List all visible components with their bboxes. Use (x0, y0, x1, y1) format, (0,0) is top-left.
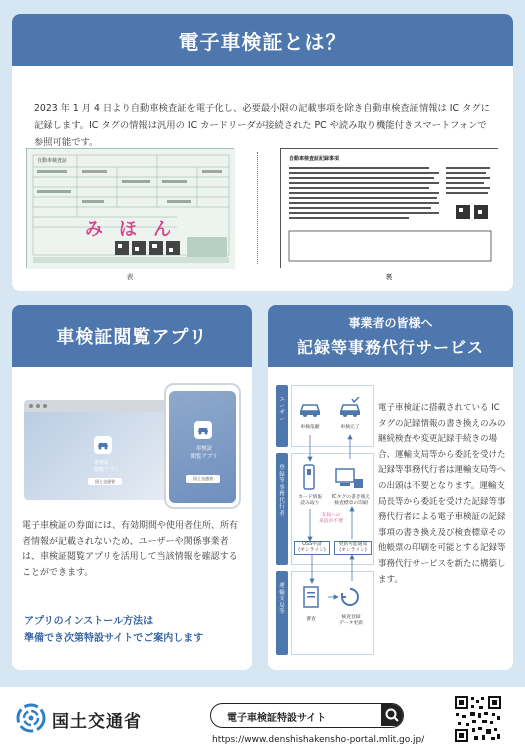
sample-stamp: みほん (85, 219, 187, 240)
flow-text-line: 検査登録 (341, 615, 361, 620)
flow-text-line: ICタグの書き換え (331, 495, 371, 500)
section-title: 記録等事務代行サービス (296, 338, 484, 357)
special-site-search-box[interactable] (210, 703, 404, 728)
flow-arrows (276, 385, 374, 655)
lane-label-agent: 登録等事務代行者 (279, 465, 285, 517)
flow-text-line: OSS申請 (302, 542, 322, 547)
certificate-front-graphic (27, 149, 235, 269)
car-icon (194, 421, 212, 439)
certificate-back-graphic (281, 149, 499, 269)
app-name-label (94, 460, 134, 474)
front-caption: 表 (126, 273, 134, 281)
flow-review: 審査 (306, 617, 316, 622)
search-label: 電子車検証特設サイト (227, 713, 327, 724)
install-notice (24, 613, 246, 647)
app-name-line: 車検証 (195, 446, 213, 452)
flow-done: 車検完了 (340, 425, 360, 430)
qr-code-icon (454, 695, 502, 743)
browser-window-illustration (24, 400, 184, 500)
app-name-line: 閲覧アプリ (94, 467, 119, 473)
install-notice-line: アプリのインストール方法は (24, 616, 154, 627)
window-dot (43, 404, 47, 408)
lane-label-bureau: 運輸支局等 (279, 583, 285, 615)
flow-text-line: (オンライン) (339, 548, 367, 553)
section-subtitle: 事業者の皆様へ (348, 316, 433, 330)
flow-text-line: 検査標章の印刷 (334, 501, 368, 506)
flow-text-line: データ更新 (339, 621, 363, 626)
section-description: 電子車検証の券面には、有効期間や使用者住所、所有者情報が記載されないため、ユーザーや関係事業者は、車検証閲覧アプリを活用して当該情報を確認することができます。 (22, 521, 239, 578)
certificate-front-image (26, 148, 234, 268)
record-agency-service-section (268, 305, 513, 670)
app-name-line: 閲覧アプリ (190, 454, 218, 460)
smartphone-illustration (164, 383, 241, 509)
flow-text-line: 更新可能通知 (338, 542, 368, 547)
car-icon (94, 436, 112, 454)
mlit-logo-icon (16, 703, 46, 733)
what-is-e-certificate-section (12, 14, 513, 291)
browser-content (24, 412, 184, 500)
flow-request: 車検依頼 (300, 425, 320, 430)
flow-text-line: カード情報 (298, 495, 322, 500)
install-notice-line: 準備でき次第特設サイトでご案内します (24, 633, 204, 644)
search-button[interactable] (381, 704, 404, 726)
section-title: 電子車検証とは？ (178, 30, 347, 54)
certificate-back-image (280, 148, 498, 268)
ministry-name: 国土交通省 (52, 712, 142, 732)
divider (257, 152, 258, 264)
back-caption: 裏 (385, 273, 393, 281)
section-title: 車検証閲覧アプリ (56, 327, 208, 348)
service-flow-diagram (276, 385, 374, 655)
inspection-viewer-app-section (12, 305, 252, 670)
flow-text-line: 支局への (321, 513, 341, 518)
window-dot (29, 404, 33, 408)
ministry-badge: 国土交通省 (88, 478, 122, 485)
flow-text-line: 来訪が不要 (319, 519, 343, 524)
back-heading: 自動車検査証記録事項 (289, 156, 340, 162)
search-icon (381, 704, 404, 726)
front-heading: 自動車検査証 (37, 158, 68, 164)
browser-toolbar (24, 400, 184, 412)
section-description: 電子車検証に搭載されている IC タグの記録情報の書き換えのみの継続検査や変更記録手続きの場合、運輸支局等から委託を受けた記録等事務代行者は運輸支局等への出頭は不要となります。運輸支局長等から委託を受けた記録等事務代行者による電子車検証の記録事項の書き換え及び検査標章その他帳票の印刷を可能とする記録等事務代行サービスを新たに構築します。 (378, 403, 506, 585)
app-name-label (184, 445, 224, 461)
ministry-badge: 国土交通省 (186, 475, 220, 483)
flow-text-line: (オンライン) (298, 548, 326, 553)
window-dot (36, 404, 40, 408)
site-url[interactable]: https://www.denshishakensho-portal.mlit.go.jp/ (212, 735, 425, 745)
flow-text-line: 読み取り (300, 501, 320, 506)
app-name-line: 車検証 (94, 460, 110, 466)
lane-label-user: ユーザー (279, 397, 285, 423)
section-description: 2023 年 1 月 4 日より自動車検査証を電子化し、必要最小限の記載事項を除き自動車検査証情報は IC タグに記録します。IC タグの情報は汎用の IC カードリーダが接続された PC や読み取り機能付きスマートフォンで参照可能です。 (34, 103, 490, 148)
